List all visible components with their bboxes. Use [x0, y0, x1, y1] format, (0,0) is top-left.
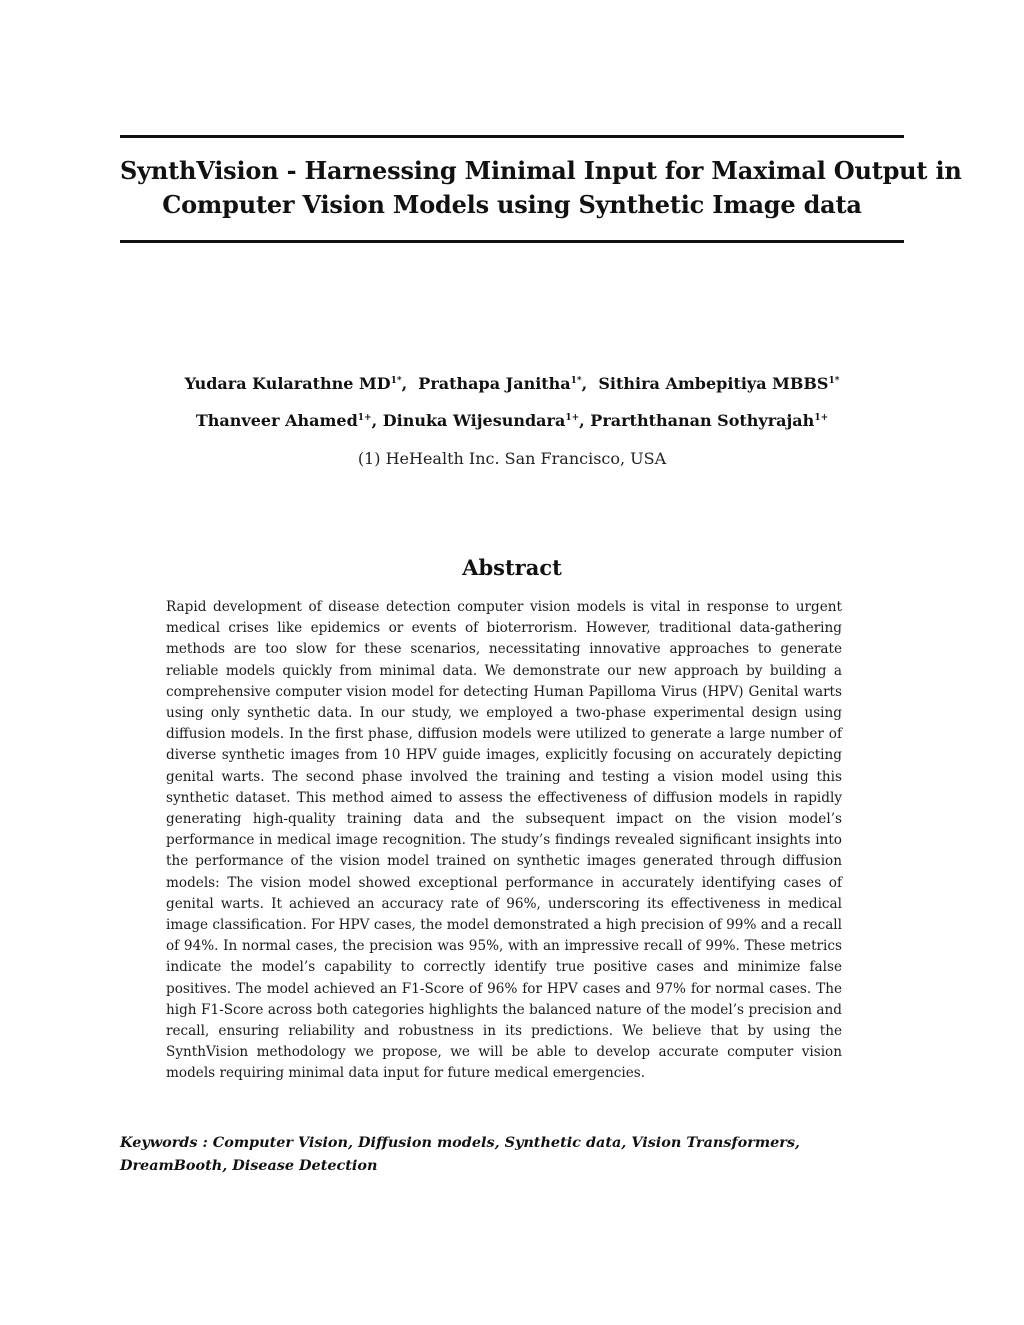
author: [590, 411, 828, 430]
keywords: Keywords : Computer Vision, Diffusion models, Synthetic data, Vision Transformers, DreamBooth, Disease Detection: [120, 1134, 800, 1174]
paper-title-line-2: Computer Vision Models using Synthetic Image data: [162, 190, 862, 219]
author: [598, 374, 839, 393]
author-name: Thanveer Ahamed: [195, 411, 358, 430]
author-name: Sithira Ambepitiya MBBS: [598, 374, 829, 393]
affiliation: (1) HeHealth Inc. San Francisco, USA: [357, 449, 667, 468]
author: [185, 374, 402, 393]
author-name: Prathapa Janitha: [418, 374, 571, 393]
abstract-body: Rapid development of disease detection computer vision models is vital in response to urgent medical crises like epidemics or events of bioterrorism. However, traditional data-gathering methods are too slow for these scenarios, necessitating innovative approaches to generate reliable models quickly from minimal data. We demonstrate our new approach by building a comprehensive computer vision model for detecting Human Papilloma Virus (HPV) Genital warts using only synthetic data. In our study, we employed a two-phase experimental design using diffusion models. In the first phase, diffusion models were utilized to generate a large number of diverse synthetic images from 10 HPV guide images, explicitly focusing on accurately depicting genital warts. The second phase involved the training and testing a vision model using this synthetic dataset. This method aimed to assess the effectiveness of diffusion models in rapidly generating high-quality training data and the subsequent impact on the vision model’s performance in medical image recognition. The study’s findings revealed significant insights into the performance of the vision model trained on synthetic images generated through diffusion models: The vision model showed exceptional performance in accurately identifying cases of genital warts. It achieved an accuracy rate of 96%, underscoring its effectiveness in medical image classification. For HPV cases, the model demonstrated a high precision of 99% and a recall of 94%. In normal cases, the precision was 95%, with an impressive recall of 99%. These metrics indicate the model’s capability to correctly identify true positive cases and minimize false positives. The model achieved an F1-Score of 96% for HPV cases and 97% for normal cases. The high F1-Score across both categories highlights the balanced nature of the model’s precision and recall, ensuring reliability and robustness in its predictions. We believe that by using the SynthVision methodology we propose, we will be able to develop accurate computer vision models requiring minimal data input for future medical emergencies.: [166, 599, 842, 1082]
abstract-heading: Abstract: [462, 555, 562, 580]
author-affiliation-mark: 1+: [814, 413, 829, 423]
paper-title-line-1: SynthVision - Harnessing Minimal Input for Maximal Output in: [120, 156, 962, 185]
author-affiliation-mark: 1*: [570, 376, 582, 386]
title-top-rule: [120, 135, 904, 138]
author-affiliation-mark: 1*: [390, 376, 402, 386]
author-name: Yudara Kularathne MD: [184, 374, 391, 393]
author-affiliation-mark: 1+: [357, 413, 372, 423]
authors-line: Thanveer Ahamed$^{1+}$, Dinuka Wijesundara$^{1+}$, Prarththanan Sothyrajah$^{1+}$: [195, 411, 829, 430]
title-bottom-rule: [120, 240, 904, 243]
paper-title: [120, 154, 962, 222]
author: [196, 411, 372, 430]
author: [383, 411, 579, 430]
author-affiliation-mark: 1*: [828, 376, 840, 386]
author-affiliation-mark: 1+: [565, 413, 580, 423]
authors-line: Yudara Kularathne $MD^{1*}$, Prathapa Janitha$^{1*}$, Sithira Ambepitiya $MBBS^{1*}$: [184, 374, 840, 393]
author-name: Prarththanan Sothyrajah: [590, 411, 815, 430]
author: [418, 374, 581, 393]
author-name: Dinuka Wijesundara: [382, 411, 566, 430]
